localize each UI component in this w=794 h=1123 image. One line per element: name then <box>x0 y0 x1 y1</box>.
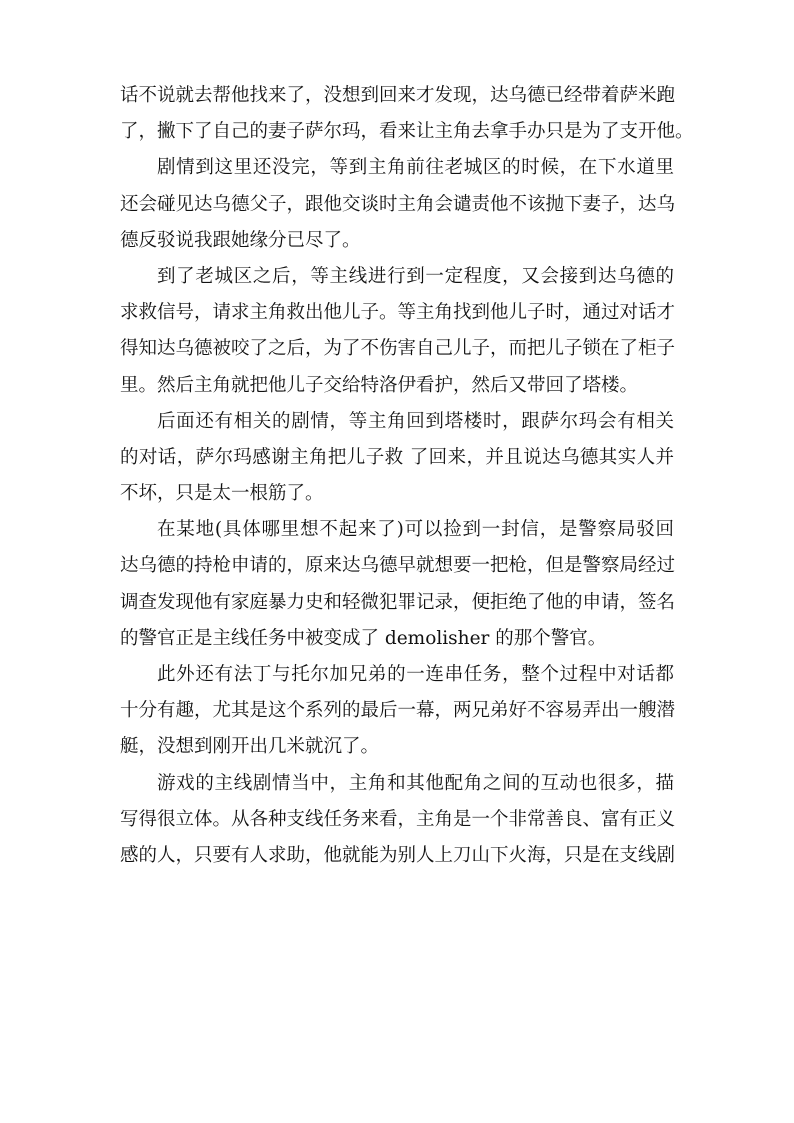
paragraph <box>120 657 674 766</box>
paragraph <box>120 78 694 150</box>
text-line: 到了老城区之后，等主线进行到一定程度，又会接到达乌德的 <box>157 265 674 287</box>
text-line: 里。然后主角就把他儿子交给特洛伊看护，然后又带回了塔楼。 <box>120 374 639 396</box>
text-line: 话不说就去帮他找来了，没想到回来才发现，达乌德已经带着萨米跑 <box>120 85 676 106</box>
text-line: 的对话，萨尔玛感谢主角把儿子救 了回来，并且说达乌德其实人并 <box>120 446 674 468</box>
text-line: 还会碰见达乌德父子，跟他交谈时主角会谴责他不该抛下妻子，达乌 <box>120 193 676 215</box>
text-line: 感的人，只要有人求助，他就能为别人上刀山下火海，只是在支线剧 <box>120 844 676 866</box>
text-line: 求救信号，请求主角救出他儿子。等主角找到他儿子时，通过对话才 <box>120 302 676 324</box>
text-line: 十分有趣，尤其是这个系列的最后一幕，两兄弟好不容易弄出一艘潜 <box>120 700 676 722</box>
text-line: 了，撇下了自己的妻子萨尔玛，看来让主角去拿手办只是为了支开他。 <box>120 121 694 143</box>
text-line: 后面还有相关的剧情，等主角回到塔楼时，跟萨尔玛会有相关 <box>157 410 674 432</box>
text-line: 游戏的主线剧情当中，主角和其他配角之间的互动也很多，描 <box>157 772 674 794</box>
text-line: 艇，没想到刚开出几米就沉了。 <box>120 736 380 758</box>
text-line: 达乌德的持枪申请的，原来达乌德早就想要一把枪，但是警察局经过 <box>120 555 676 577</box>
paragraph <box>120 766 674 875</box>
document-page <box>120 78 694 874</box>
text-line: 调查发现他有家庭暴力史和轻微犯罪记录，便拒绝了他的申请，签名 <box>120 591 676 613</box>
paragraph <box>120 404 674 513</box>
text-line: 德反驳说我跟她缘分已尽了。 <box>120 229 361 251</box>
paragraph <box>120 259 674 404</box>
text-line: 的警官正是主线任务中被变成了 demolisher 的那个警官。 <box>120 627 607 649</box>
text-line: 剧情到这里还没完，等到主角前往老城区的时候，在下水道里 <box>157 157 674 179</box>
text-line: 在某地(具体哪里想不起来了)可以捡到一封信，是警察局驳回 <box>157 519 674 541</box>
text-line: 此外还有法丁与托尔加兄弟的一连串任务，整个过程中对话都 <box>157 664 674 685</box>
paragraph <box>120 512 674 657</box>
text-line: 不坏，只是太一根筋了。 <box>120 483 324 505</box>
text-line: 得知达乌德被咬了之后，为了不伤害自己儿子，而把儿子锁在了柜子 <box>120 338 676 360</box>
text-line: 写得很立体。从各种支线任务来看，主角是一个非常善良、富有正义 <box>120 808 676 830</box>
paragraph <box>120 150 674 259</box>
